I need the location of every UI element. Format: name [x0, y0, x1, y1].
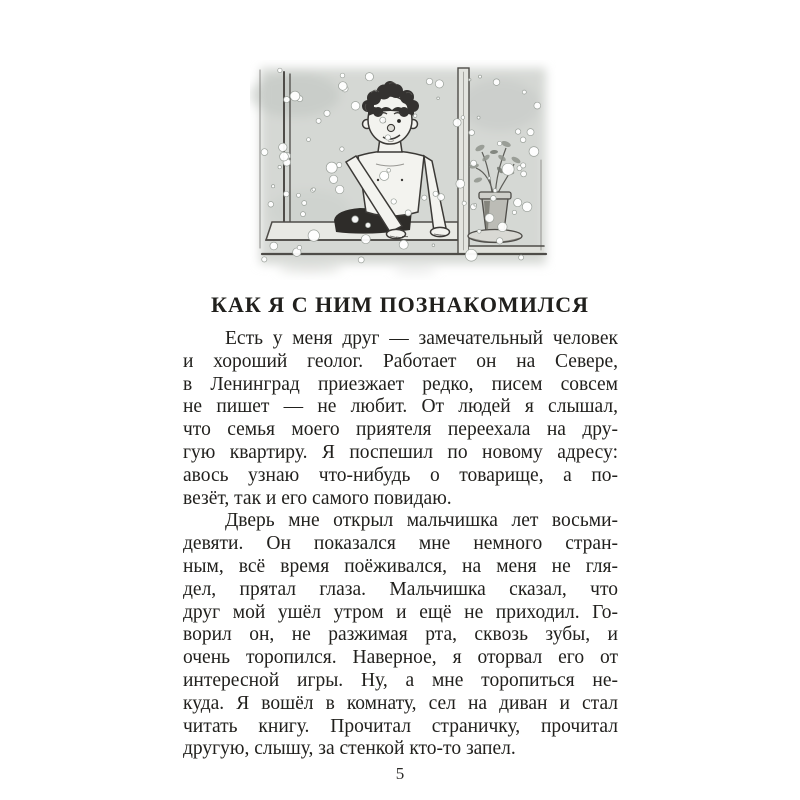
text-line: Дверь мне открыл мальчишка лет восьми-: [225, 510, 618, 532]
text-line: дел, прятал глаза. Мальчишка сказал, что: [183, 578, 618, 600]
text-line: куда. Я вошёл в комнату, сел на диван и стал: [183, 692, 618, 714]
text-line: друг мой ушёл утром и ещё не приходил. Го-: [183, 601, 618, 623]
paragraph-1: [183, 328, 618, 510]
text-line: авось узнаю что-нибудь о товарище, а по-: [183, 464, 618, 486]
text-line: очень торопился. Наверное, я оторвал его от: [183, 647, 618, 669]
text-line: в Ленинград приезжает редко, писем совсем: [183, 373, 618, 395]
text-line: и хороший геолог. Работает он на Севере,: [183, 350, 618, 372]
text-line: интересной игры. Ну, а мне торопиться не-: [183, 669, 618, 691]
text-line: ным, всё время поёживался, на меня не гля-: [183, 555, 618, 577]
text-line: что семья моего приятеля переехала на дру-: [183, 419, 618, 441]
text-line: везёт, так и его самого повидаю.: [183, 487, 452, 509]
text-line: ворил он, не разжимая рта, сквозь зубы, и: [183, 624, 618, 646]
paragraph-2: [183, 510, 618, 761]
text-line: гую квартиру. Я поспешил по новому адресу:: [183, 441, 618, 463]
illustration: [250, 60, 556, 280]
text-line: не пишет — не любит. От людей я слышал,: [183, 396, 618, 418]
body-text: [183, 328, 618, 761]
text-line: девяти. Он показался мне немного стран-: [183, 533, 618, 555]
text-line: Есть у меня друг — замечательный человек: [225, 328, 618, 349]
text-line: другую, слышу, за стенкой кто-то запел.: [183, 738, 516, 760]
page-number: 5: [395, 764, 405, 783]
boy-at-window-illustration: [250, 60, 556, 280]
chapter-title: КАК Я С НИМ ПОЗНАКОМИЛСЯ: [211, 292, 589, 317]
text-line: читать книгу. Прочитал страничку, прочитал: [183, 715, 618, 737]
